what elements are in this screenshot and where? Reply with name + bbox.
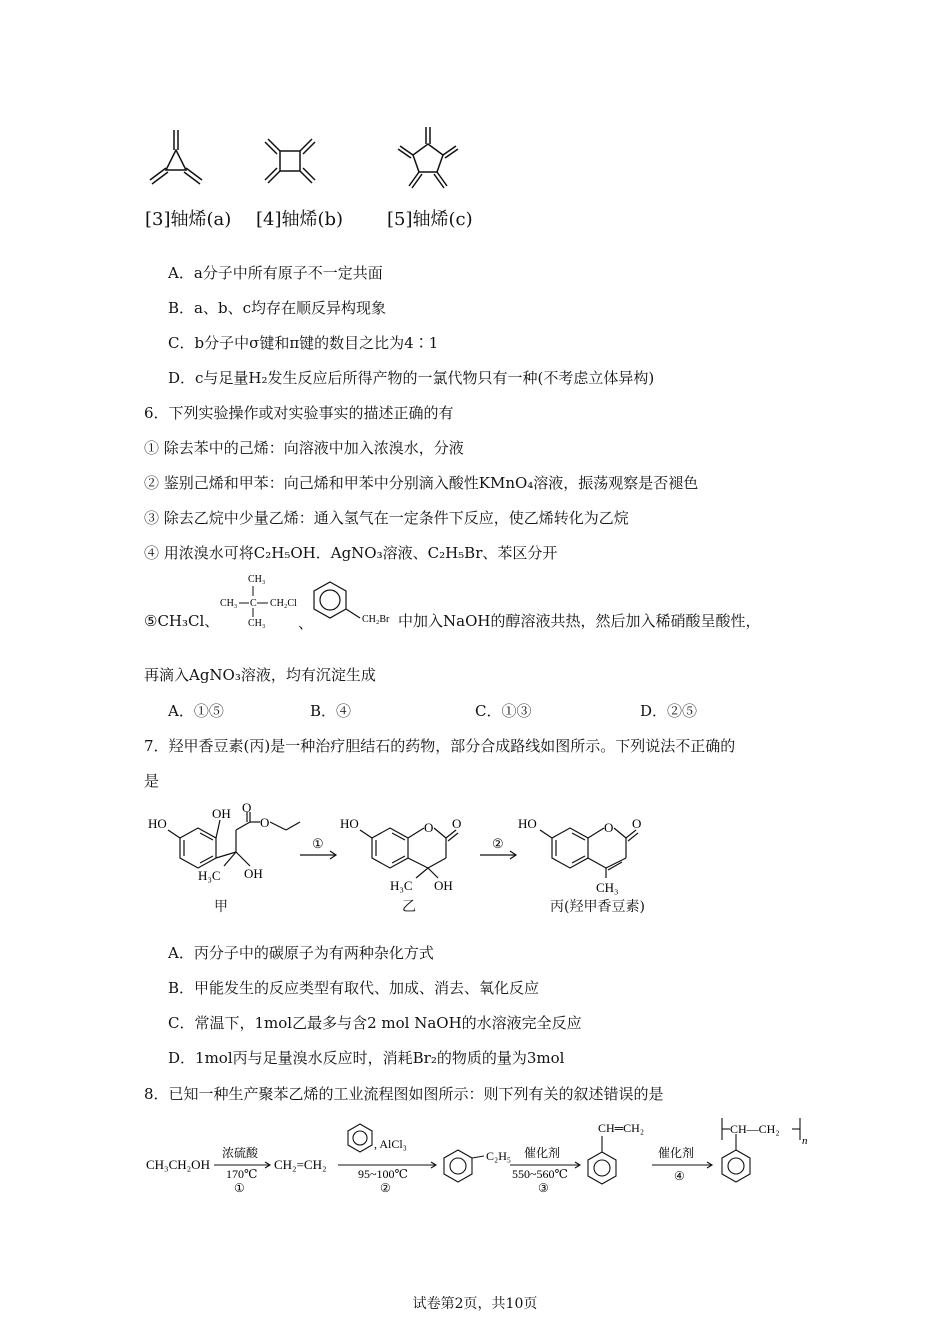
q6-item-5-sep: 、 — [298, 614, 314, 632]
caption-b: [4]轴烯(b) — [256, 209, 344, 230]
compound-bing-structure — [540, 828, 638, 878]
yi-ho-label: HO — [340, 816, 359, 831]
q6-choice-b: B．④ — [310, 702, 352, 720]
vinyl-group-label: CH═CH₂ — [598, 1121, 645, 1135]
q5-option-d: D．c与足量H₂发生反应后所得产物的一氯代物只有一种(不考虑立体异构) — [168, 369, 655, 387]
ethyl-group-label: C₂H₅ — [486, 1149, 512, 1163]
benzyl-bromide-structure — [310, 578, 402, 630]
q6-item-5-cont: 再滴入AgNO₃溶液，均有沉淀生成 — [144, 666, 376, 684]
jia-oh-label: OH — [212, 806, 231, 821]
step-2-label: ② — [492, 836, 504, 851]
ch2cl-label: CH₂Cl — [270, 598, 297, 609]
q7-stem-line2: 是 — [144, 772, 160, 790]
q6-choice-a: A．①⑤ — [168, 702, 224, 720]
yi-h3c-label: H₃C — [390, 878, 413, 893]
q6-item-5-prefix: ⑤CH₃Cl、 — [144, 612, 220, 630]
reaction2-temp: 95~100℃ — [358, 1167, 408, 1181]
radialene-3-structure — [150, 130, 202, 184]
ch3-bottom-label: CH₃ — [248, 618, 266, 628]
q6-item-3: ③ 除去乙烷中少量乙烯：通入氢气在一定条件下反应，使乙烯转化为乙烷 — [144, 509, 629, 527]
reaction3-number: ③ — [538, 1181, 549, 1195]
q6-item-1: ① 除去苯中的己烯：向溶液中加入浓溴水，分液 — [144, 439, 464, 457]
q6-item-4: ④ 用浓溴水可将C₂H₅OH．AgNO₃溶液、C₂H₅Br、苯区分开 — [144, 544, 558, 562]
page-footer: 试卷第2页，共10页 — [412, 1296, 538, 1312]
q7-option-d: D．1mol丙与足量溴水反应时，消耗Br₂的物质的量为3mol — [168, 1049, 565, 1067]
q6-stem: 6．下列实验操作或对实验事实的描述正确的有 — [144, 404, 454, 422]
reaction2-catalyst: , AlCl₃ — [374, 1137, 407, 1151]
bing-ch3-label: CH₃ — [596, 880, 619, 895]
q5-option-b: B．a、b、c均存在顺反异构现象 — [168, 299, 386, 317]
reaction1-number: ① — [234, 1181, 245, 1195]
caption-c: [5]轴烯(c) — [387, 209, 473, 230]
axialene-structures — [140, 120, 500, 200]
jia-o-carbonyl-label: O — [242, 800, 252, 815]
name-yi: 乙 — [402, 899, 416, 915]
bing-ho-label: HO — [518, 816, 537, 831]
jia-ho-label: HO — [148, 816, 167, 831]
reaction3-temp: 550~560℃ — [512, 1167, 568, 1181]
q6-choice-c: C．①③ — [475, 702, 532, 720]
q6-choice-d: D．②⑤ — [640, 702, 698, 720]
jia-o-ester-label: O — [260, 815, 270, 830]
ethylene-label: CH₂=CH₂ — [274, 1157, 327, 1172]
q6-item-5-suffix: 中加入NaOH的醇溶液共热，然后加入稀硝酸呈酸性， — [398, 612, 761, 630]
compound-jia-structure — [168, 812, 300, 868]
reaction4-number: ④ — [674, 1169, 685, 1183]
q5-option-c: C．b分子中σ键和π键的数目之比为4∶1 — [168, 334, 439, 352]
reaction1-temp: 170℃ — [226, 1167, 258, 1181]
reaction4-catalyst: 催化剂 — [658, 1146, 695, 1160]
yi-o-carbonyl-label: O — [452, 816, 462, 831]
jia-oh2-label: OH — [244, 866, 263, 881]
q6-item-2: ② 鉴别己烯和甲苯：向己烯和甲苯中分别滴入酸性KMnO₄溶液，振荡观察是否褪色 — [144, 474, 699, 492]
ch3-left-label: CH₃ — [220, 598, 238, 609]
q8-stem: 8．已知一种生产聚苯乙烯的工业流程图如图所示：则下列有关的叙述错误的是 — [144, 1085, 664, 1103]
name-jia: 甲 — [214, 899, 228, 915]
bing-o-carbonyl-label: O — [632, 816, 642, 831]
reaction3-catalyst: 催化剂 — [524, 1146, 561, 1160]
reaction2-number: ② — [380, 1181, 391, 1195]
caption-a: [3]轴烯(a) — [145, 209, 232, 230]
q7-option-c: C．常温下，1mol乙最多与含2 mol NaOH的水溶液完全反应 — [168, 1014, 582, 1032]
ethanol-label: CH₃CH₂OH — [146, 1157, 210, 1172]
q7-option-a: A．丙分子中的碳原子为有两种杂化方式 — [168, 944, 434, 962]
bing-o-ring-label: O — [604, 820, 614, 835]
radialene-4-structure — [265, 139, 315, 183]
name-bing: 丙(羟甲香豆素) — [550, 899, 645, 915]
polymer-unit-label: CH—CH₂ — [730, 1122, 780, 1136]
step-1-label: ① — [312, 836, 324, 851]
radialene-5-structure — [398, 127, 458, 188]
q7-stem-line1: 7．羟甲香豆素(丙)是一种治疗胆结石的药物，部分合成路线如图所示。下列说法不正确的 — [144, 737, 736, 755]
jia-h3c-label: H₃C — [198, 868, 221, 883]
ch3-top-label: CH₃ — [248, 574, 266, 585]
polymer-n-label: n — [802, 1135, 808, 1147]
quaternary-c-label: C — [250, 598, 257, 609]
q5-option-a: A．a分子中所有原子不一定共面 — [168, 264, 383, 282]
yi-oh-label: OH — [434, 878, 453, 893]
yi-o-ring-label: O — [424, 820, 434, 835]
polystyrene-flow — [140, 1112, 820, 1202]
neopentyl-chloride-structure — [218, 572, 304, 628]
q7-option-b: B．甲能发生的反应类型有取代、加成、消去、氧化反应 — [168, 979, 540, 997]
reaction1-reagent: 浓硫酸 — [222, 1146, 259, 1160]
ch2br-label: CH₂Br — [362, 614, 390, 625]
compound-yi-structure — [360, 828, 458, 878]
